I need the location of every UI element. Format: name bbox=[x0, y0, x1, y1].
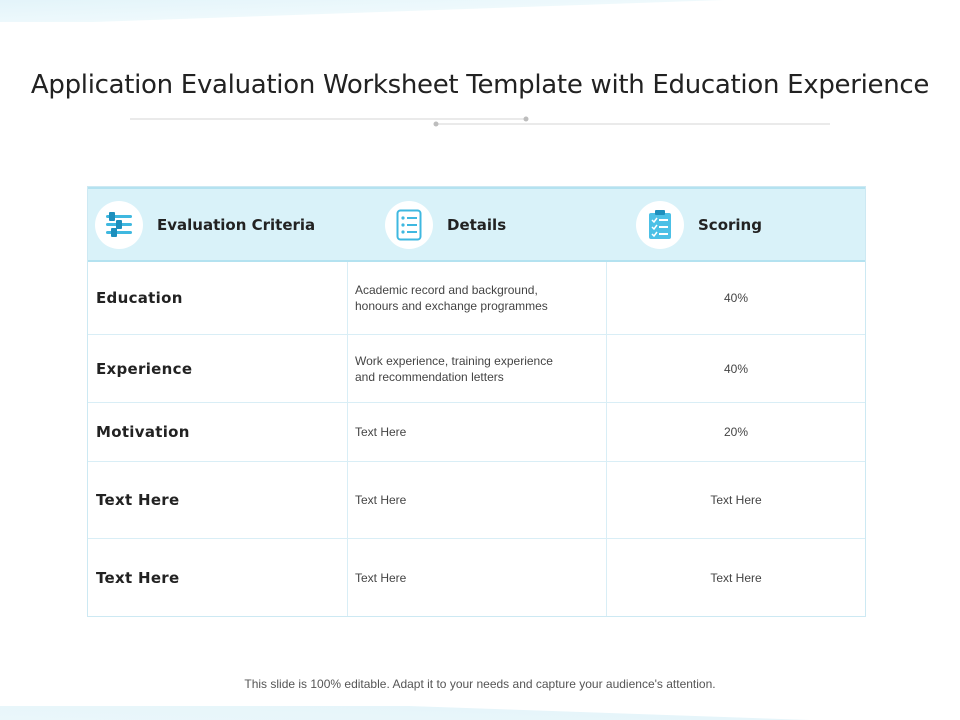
details-cell bbox=[348, 403, 607, 461]
header-label: Evaluation Criteria bbox=[157, 215, 316, 234]
table-row bbox=[88, 462, 865, 539]
score-cell bbox=[607, 262, 865, 334]
details-cell bbox=[348, 335, 607, 402]
criteria-label: Motivation bbox=[96, 423, 190, 441]
score-cell bbox=[607, 539, 865, 616]
table-row bbox=[88, 335, 865, 403]
details-text: Text Here bbox=[355, 493, 407, 507]
score-value: Text Here bbox=[710, 570, 762, 585]
header-label: Details bbox=[447, 215, 507, 234]
header-label: Scoring bbox=[698, 215, 762, 234]
criteria-cell bbox=[88, 335, 348, 402]
score-value: 20% bbox=[723, 425, 749, 439]
score-cell bbox=[607, 462, 865, 538]
title-divider bbox=[130, 114, 830, 130]
header-details bbox=[385, 189, 506, 260]
score-value: 40% bbox=[723, 291, 749, 305]
criteria-cell bbox=[88, 539, 348, 616]
document-list-icon bbox=[385, 201, 433, 249]
page-title: Application Evaluation Worksheet Template with Education Experience bbox=[30, 70, 930, 100]
header-evaluation-criteria bbox=[95, 189, 315, 260]
criteria-label: Text Here bbox=[96, 491, 180, 509]
score-value: 40% bbox=[723, 361, 749, 376]
score-cell bbox=[607, 335, 865, 402]
details-cell bbox=[348, 539, 607, 616]
score-cell bbox=[607, 403, 865, 461]
clipboard-checklist-icon bbox=[636, 201, 684, 249]
table-row bbox=[88, 539, 865, 616]
table-header bbox=[88, 187, 865, 262]
details-cell bbox=[348, 262, 607, 334]
details-text: Text Here bbox=[355, 570, 407, 585]
table-row bbox=[88, 262, 865, 335]
criteria-label: Experience bbox=[96, 359, 193, 378]
criteria-label: Education bbox=[96, 289, 183, 307]
details-text: Work experience, training experience and recommendation letters bbox=[355, 353, 553, 384]
table-row bbox=[88, 403, 865, 462]
criteria-cell bbox=[88, 262, 348, 334]
details-cell bbox=[348, 462, 607, 538]
header-scoring bbox=[636, 189, 762, 260]
criteria-cell bbox=[88, 462, 348, 538]
details-text: Text Here bbox=[355, 425, 407, 439]
top-decor-band bbox=[0, 0, 960, 22]
score-value: Text Here bbox=[710, 493, 762, 507]
footer-note: This slide is 100% editable. Adapt it to your needs and capture your audience's attention. bbox=[244, 677, 716, 691]
criteria-cell bbox=[88, 403, 348, 461]
evaluation-table bbox=[87, 186, 866, 617]
sliders-icon bbox=[95, 201, 143, 249]
details-text: Academic record and background, honours and exchange programmes bbox=[355, 283, 548, 313]
bottom-decor-band bbox=[0, 706, 960, 720]
criteria-label: Text Here bbox=[96, 568, 180, 587]
